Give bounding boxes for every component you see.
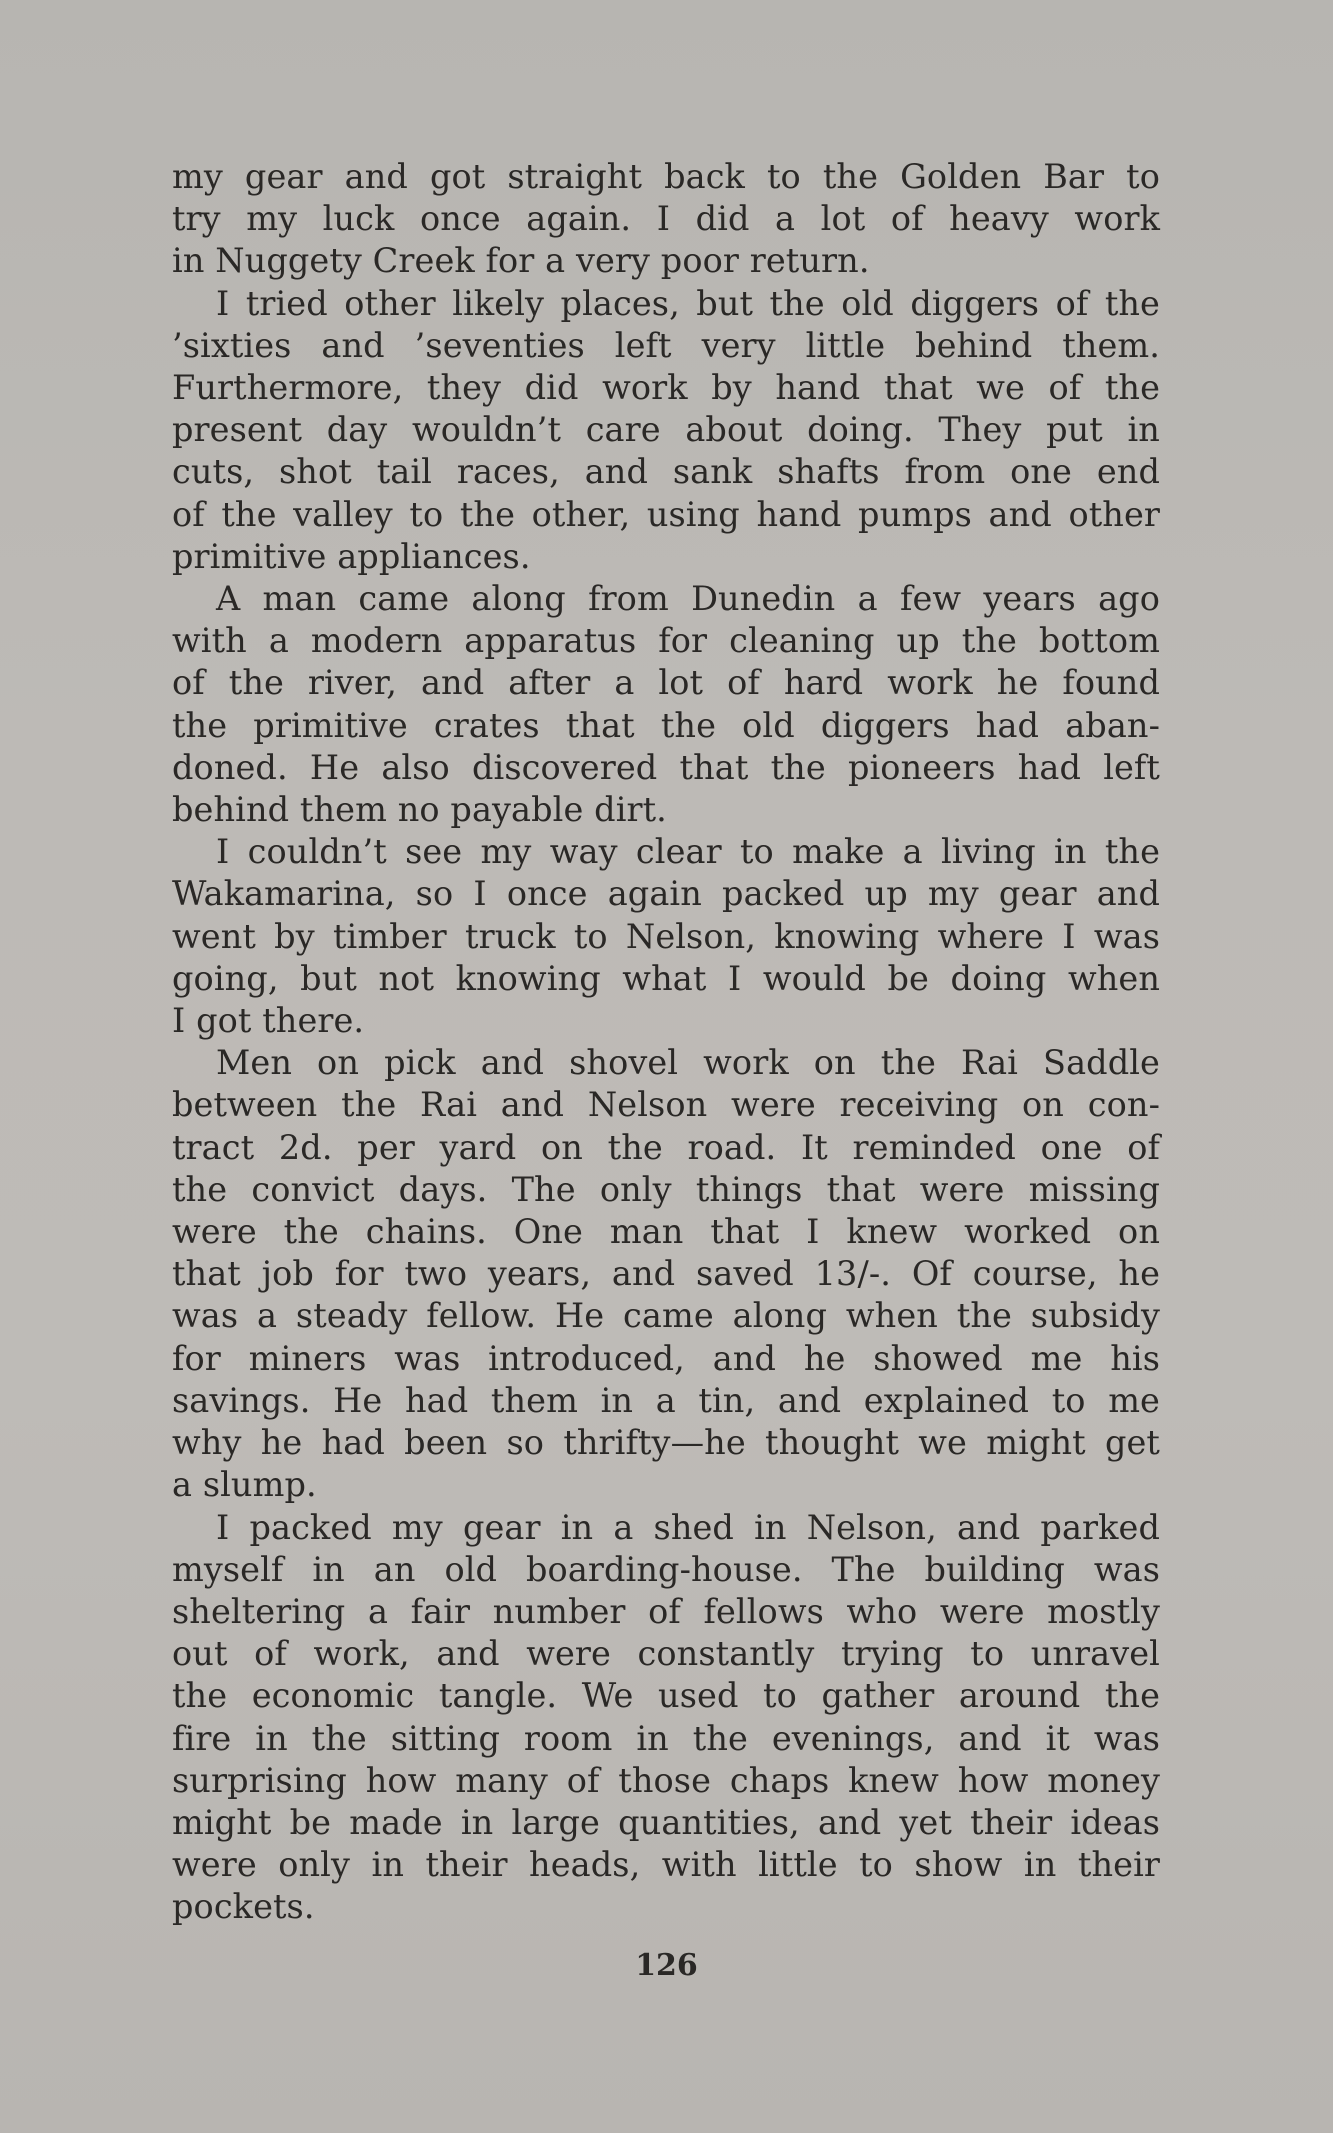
paragraph xyxy=(172,1507,1160,1929)
text-line: a slump. xyxy=(172,1465,317,1505)
text-line: Furthermore, they did work by hand that we of the xyxy=(172,368,1160,408)
text-line: Men on pick and shovel work on the Rai Saddle xyxy=(216,1043,1160,1083)
text-line: with a modern apparatus for cleaning up the bottom xyxy=(172,621,1160,661)
text-line: were the chains. One man that I knew worked on xyxy=(172,1212,1160,1252)
text-line: Wakamarina, so I once again packed up my gear and xyxy=(172,874,1160,914)
text-line: A man came along from Dunedin a few years ago xyxy=(216,579,1160,619)
text-line: I tried other likely places, but the old diggers of the xyxy=(216,283,1160,323)
paragraph xyxy=(172,1042,1160,1506)
text-line: in Nuggety Creek for a very poor return. xyxy=(172,241,870,281)
text-line: present day wouldn’t care about doing. They put in xyxy=(172,410,1160,450)
page-number: 126 xyxy=(635,1948,698,1983)
text-line: of the river, and after a lot of hard work he found xyxy=(172,663,1160,703)
text-line: were only in their heads, with little to show in their xyxy=(172,1845,1160,1885)
text-line: of the valley to the other, using hand pumps and other xyxy=(172,494,1160,534)
text-line: try my luck once again. I did a lot of heavy work xyxy=(172,199,1160,239)
text-line: tract 2d. per yard on the road. It reminded one of xyxy=(172,1127,1160,1167)
text-line: out of work, and were constantly trying to unravel xyxy=(172,1634,1160,1674)
body-text xyxy=(172,156,1160,1929)
text-line: that job for two years, and saved 13/-. Of course, he xyxy=(172,1254,1160,1294)
text-line: the economic tangle. We used to gather around the xyxy=(172,1676,1160,1716)
text-line: I packed my gear in a shed in Nelson, and parked xyxy=(216,1507,1160,1547)
text-line: pockets. xyxy=(172,1887,315,1927)
text-line: my gear and got straight back to the Golden Bar to xyxy=(172,157,1160,196)
text-line: was a steady fellow. He came along when the subsidy xyxy=(172,1296,1160,1336)
text-line: why he had been so thrifty—he thought we might get xyxy=(172,1423,1160,1463)
text-line: cuts, shot tail races, and sank shafts from one end xyxy=(172,452,1160,492)
paragraph xyxy=(172,578,1160,831)
text-line: I got there. xyxy=(172,1001,365,1041)
paragraph xyxy=(172,283,1160,578)
text-line: primitive appliances. xyxy=(172,536,531,576)
text-line: ’sixties and ’seventies left very little behind them. xyxy=(172,325,1160,365)
text-line: fire in the sitting room in the evenings, and it was xyxy=(172,1718,1160,1758)
text-line: might be made in large quantities, and yet their ideas xyxy=(172,1802,1160,1842)
text-line: doned. He also discovered that the pioneers had left xyxy=(172,747,1160,787)
text-line: between the Rai and Nelson were receiving on con- xyxy=(172,1085,1160,1125)
text-line: sheltering a fair number of fellows who were mostly xyxy=(172,1591,1160,1631)
paragraph xyxy=(172,831,1160,1042)
text-line: myself in an old boarding-house. The building was xyxy=(172,1549,1160,1589)
text-line: savings. He had them in a tin, and explained to me xyxy=(172,1380,1160,1420)
text-line: the primitive crates that the old diggers had aban- xyxy=(172,705,1160,745)
text-line: for miners was introduced, and he showed me his xyxy=(172,1338,1160,1378)
text-line: surprising how many of those chaps knew how money xyxy=(172,1760,1160,1800)
text-line: going, but not knowing what I would be doing when xyxy=(172,958,1160,998)
text-line: I couldn’t see my way clear to make a living in the xyxy=(216,832,1160,872)
text-line: behind them no payable dirt. xyxy=(172,790,667,830)
paragraph xyxy=(172,156,1160,283)
text-line: the convict days. The only things that were missing xyxy=(172,1169,1160,1209)
text-line: went by timber truck to Nelson, knowing where I was xyxy=(172,916,1160,956)
